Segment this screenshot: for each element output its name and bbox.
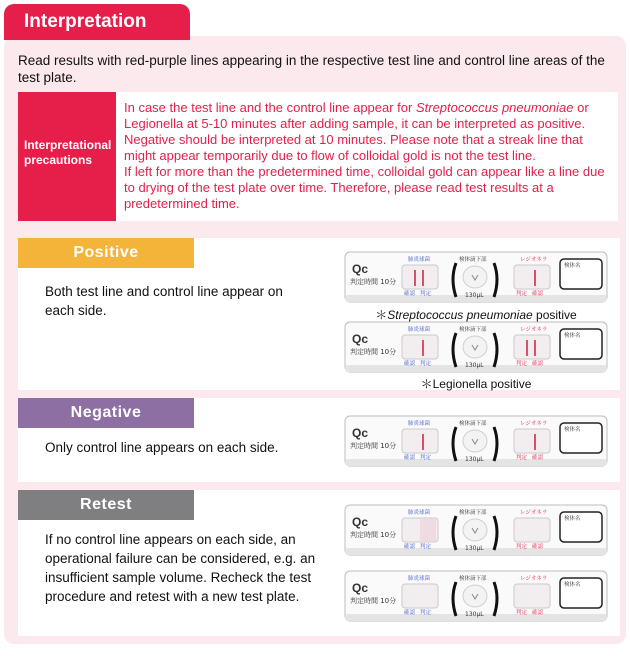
- right-window-label: レジオネラ: [520, 257, 548, 263]
- result-line: [422, 340, 424, 356]
- result-line: [422, 270, 424, 286]
- sample-well-label: 検体滴下部: [459, 421, 487, 427]
- right-judge-label: 判定: [516, 610, 528, 616]
- left-judge-label: 判定: [420, 291, 432, 297]
- left-window-label: 肺炎球菌: [408, 327, 431, 333]
- negative-label: Negative: [18, 398, 194, 428]
- test-plate: [344, 570, 608, 622]
- caption-suffix: positive: [532, 308, 577, 322]
- brand-logo-icon: Qc: [352, 262, 369, 276]
- left-confirm-label: 確認: [404, 544, 416, 550]
- right-judge-label: 判定: [516, 291, 528, 297]
- right-result-window: [514, 265, 550, 289]
- precaution-box: [18, 92, 618, 221]
- left-result-window: [402, 265, 438, 289]
- precaution-text-part1: In case the test line and the control line appear for: [124, 100, 416, 115]
- brand-logo-icon: Qc: [352, 332, 369, 346]
- left-result-window: [402, 335, 438, 359]
- sample-well-label: 検体滴下部: [459, 510, 487, 516]
- timer-label: 判定時間 10分: [350, 278, 397, 286]
- left-result-window: [402, 584, 438, 608]
- right-confirm-label: 確認: [532, 361, 544, 367]
- sample-well: [463, 519, 487, 541]
- right-window-label: レジオネラ: [520, 327, 548, 333]
- volume-label: 130μL: [465, 545, 484, 552]
- left-judge-label: 判定: [420, 544, 432, 550]
- caption-prefix: ＊: [375, 308, 388, 322]
- right-confirm-label: 確認: [532, 455, 544, 461]
- right-window-label: レジオネラ: [520, 421, 548, 427]
- timer-label: 判定時間 10分: [350, 597, 397, 605]
- brand-logo-icon: Qc: [352, 581, 369, 595]
- brand-logo-icon: Qc: [352, 515, 369, 529]
- right-confirm-label: 確認: [532, 291, 544, 297]
- left-window-label: 肺炎球菌: [408, 421, 431, 427]
- volume-label: 130μL: [465, 456, 484, 463]
- precaution-text: [124, 100, 614, 212]
- sample-well-label: 検体滴下部: [459, 576, 487, 582]
- result-line: [534, 434, 536, 450]
- left-judge-label: 判定: [420, 361, 432, 367]
- right-result-window: [514, 335, 550, 359]
- negative-section: [18, 398, 620, 482]
- result-line: [414, 270, 416, 286]
- test-plate: [344, 504, 608, 556]
- sample-well-label: 検体滴下部: [459, 327, 487, 333]
- test-plate: [344, 251, 608, 303]
- left-window-label: 肺炎球菌: [408, 510, 431, 516]
- right-result-window: [514, 584, 550, 608]
- right-window-label: レジオネラ: [520, 576, 548, 582]
- intro-text: Read results with red-purple lines appearing in the respective test line and control line areas of the test plate.: [18, 53, 605, 85]
- timer-label: 判定時間 10分: [350, 442, 397, 450]
- volume-label: 130μL: [465, 292, 484, 299]
- positive-section: [18, 238, 620, 390]
- right-window-label: レジオネラ: [520, 510, 548, 516]
- left-window-label: 肺炎球菌: [408, 576, 431, 582]
- left-confirm-label: 確認: [404, 291, 416, 297]
- right-judge-label: 判定: [516, 361, 528, 367]
- left-judge-label: 判定: [420, 455, 432, 461]
- precaution-label: Interpretational precautions: [18, 92, 116, 221]
- result-line: [422, 434, 424, 450]
- sample-name-label: 検体名: [564, 263, 581, 269]
- left-confirm-label: 確認: [404, 455, 416, 461]
- volume-label: 130μL: [465, 611, 484, 618]
- right-confirm-label: 確認: [532, 610, 544, 616]
- positive-caption-legionella: ＊Legionella positive: [420, 377, 532, 391]
- sample-name-label: 検体名: [564, 333, 581, 339]
- sample-name-label: 検体名: [564, 427, 581, 433]
- right-judge-label: 判定: [516, 455, 528, 461]
- left-result-window: [402, 429, 438, 453]
- right-result-window: [514, 518, 550, 542]
- right-result-window: [514, 429, 550, 453]
- sample-well: [463, 266, 487, 288]
- sample-well: [463, 430, 487, 452]
- timer-label: 判定時間 10分: [350, 531, 397, 539]
- sample-name-label: 検体名: [564, 582, 581, 588]
- negative-description: Only control line appears on each side.: [45, 440, 279, 455]
- positive-description: Both test line and control line appear on each side.: [45, 284, 283, 318]
- sample-well-label: 検体滴下部: [459, 257, 487, 263]
- test-plate: [344, 321, 608, 373]
- precaution-text-part3: If left for more than the predetermined time, colloidal gold can appear like a line due to drying of the test plate over time. Therefore, please read test results at a predetermined time.: [124, 164, 605, 211]
- right-judge-label: 判定: [516, 544, 528, 550]
- brand-logo-icon: Qc: [352, 426, 369, 440]
- retest-section: [18, 490, 620, 636]
- retest-description: If no control line appears on each side, an operational failure can be considered, e.g. an insufficient sample volume. Recheck the test procedure and retest with a new test plate.: [45, 532, 316, 604]
- left-confirm-label: 確認: [404, 361, 416, 367]
- sample-well: [463, 585, 487, 607]
- caption-italic: Streptococcus pneumoniae: [387, 308, 533, 322]
- test-plate: [344, 415, 608, 467]
- left-window-label: 肺炎球菌: [408, 257, 431, 263]
- left-confirm-label: 確認: [404, 610, 416, 616]
- precaution-text-part2: or Legionella at 5-10 minutes after adding sample, it can be interpreted as positive. Negative should be interpreted at 10 minutes. Please note that a streak line that might appear temporarily due to flow of colloidal gold is not the test line.: [124, 100, 589, 163]
- sample-well: [463, 336, 487, 358]
- right-confirm-label: 確認: [532, 544, 544, 550]
- left-judge-label: 判定: [420, 610, 432, 616]
- timer-label: 判定時間 10分: [350, 348, 397, 356]
- sample-name-label: 検体名: [564, 516, 581, 522]
- retest-label: Retest: [18, 490, 194, 520]
- volume-label: 130μL: [465, 362, 484, 369]
- positive-label: Positive: [18, 238, 194, 268]
- precaution-italic: Streptococcus pneumoniae: [415, 100, 574, 115]
- result-line: [534, 270, 536, 286]
- result-line: [526, 340, 528, 356]
- result-line: [534, 340, 536, 356]
- page-title: Interpretation: [4, 4, 190, 40]
